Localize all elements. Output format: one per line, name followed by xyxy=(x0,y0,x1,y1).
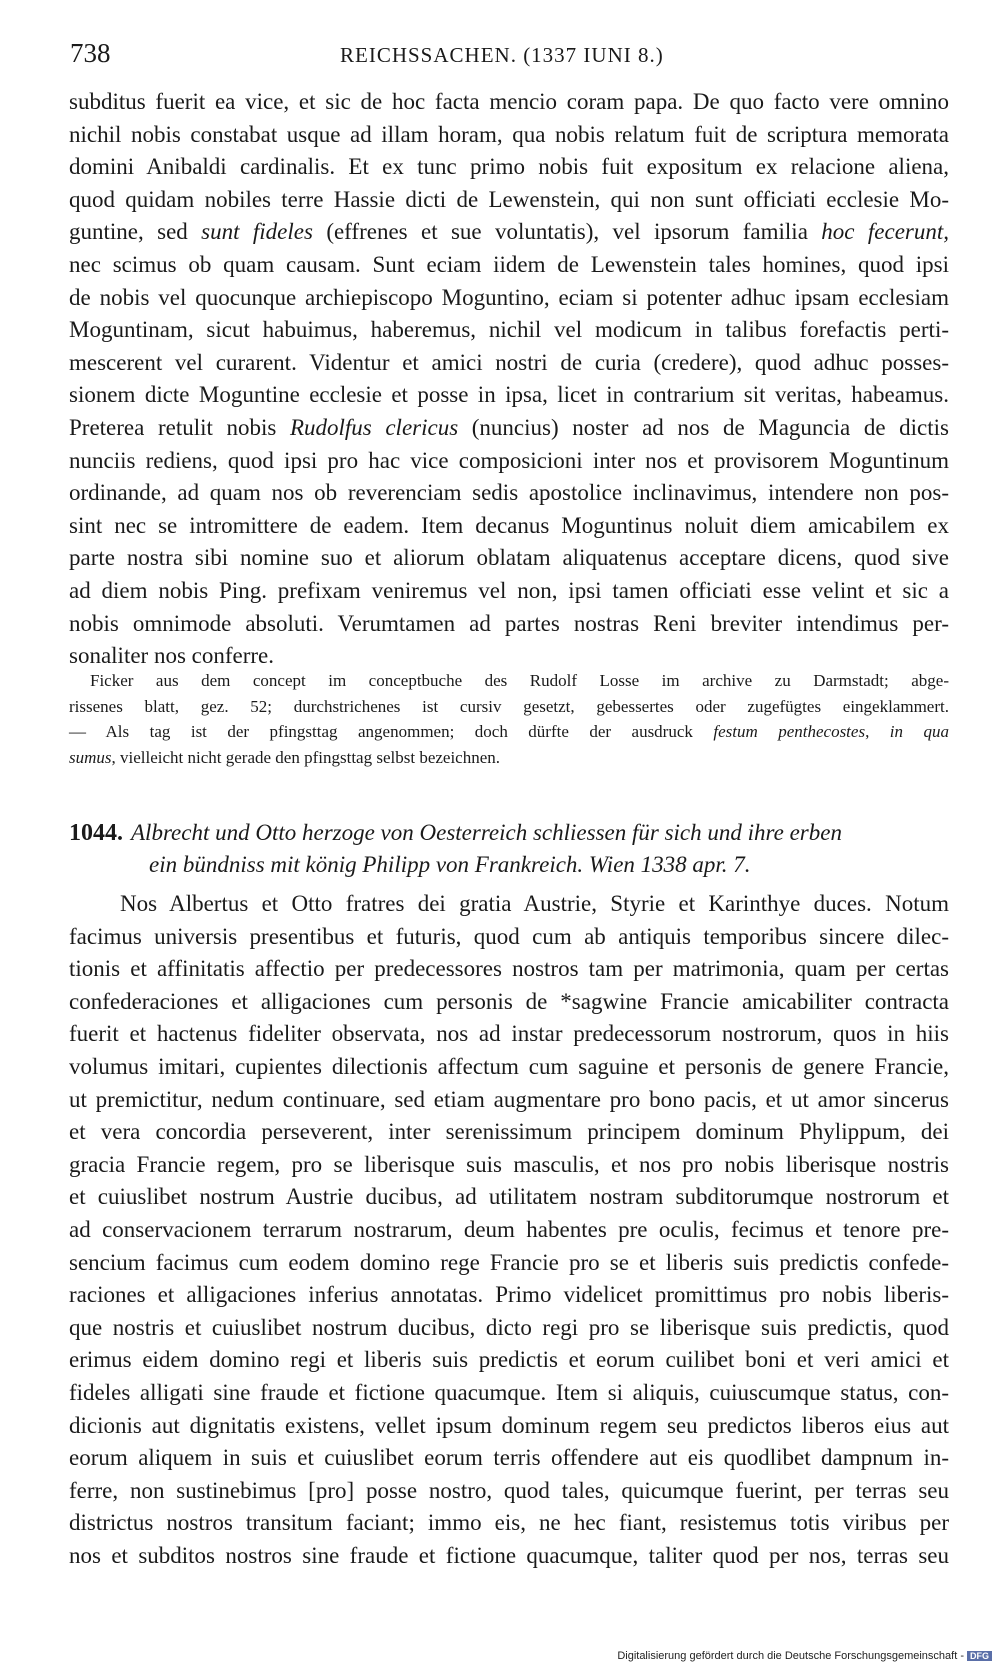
text-line: tionis et affinitatis affectio per predecessores nostros tam per matrimonia, quam per certas xyxy=(69,956,949,982)
note-line: rissenes blatt, gez. 52; durchstrichenes ist cursiv gesetzt, gebessertes oder zugefügtes eingeklammert. xyxy=(69,696,949,716)
running-head xyxy=(70,38,948,78)
struck-text: Rudolfus clericus xyxy=(289,414,459,440)
text-line: raciones et alligaciones inferius annotatas. Primo videlicet promittimus pro nobis liberis- xyxy=(69,1282,949,1308)
note-segment: — Als tag ist der pfingsttag angenommen; doch dürfte der ausdruck xyxy=(69,722,714,741)
struck-text: hoc fecerunt, xyxy=(821,219,949,245)
text-line: subditus fuerit ea vice, et sic de hoc facta mencio coram papa. De quo facto vere omnino xyxy=(69,89,949,114)
text-line: et vera concordia perseverent, inter serenissimum principem dominum Phylippum, dei xyxy=(69,1119,949,1145)
text-line: gracia Francie regem, pro se liberisque suis masculis, et nos pro nobis liberisque nostris xyxy=(69,1151,949,1177)
document-heading xyxy=(69,817,949,881)
funding-footer xyxy=(617,1650,992,1662)
text-line: dicionis aut dignitatis existens, vellet ipsum dominum regem seu predictos liberos eius aut xyxy=(69,1412,949,1438)
text-line: nobis omnimode absoluti. Verumtamen ad partes nostras Reni breviter intendimus per- xyxy=(69,610,949,636)
text-line: quod quidam nobiles terre Hassie dicti de Lewenstein, qui non sunt officiati ecclesie Mo- xyxy=(69,186,949,212)
text-segment: Preterea retulit nobis xyxy=(69,414,290,440)
text-segment: guntine, sed xyxy=(69,219,202,245)
text-line xyxy=(69,412,949,445)
text-line xyxy=(69,216,949,249)
text-line: nec scimus ob quam causam. Sunt eciam iidem de Lewenstein tales homines, quod ipsi xyxy=(69,251,949,277)
text-line: sencium facimus cum eodem domino rege Francie pro se et liberis suis predictis confede- xyxy=(69,1249,949,1275)
text-line: Nos Albertus et Otto fratres dei gratia Austrie, Styrie et Karinthye duces. Notum xyxy=(120,891,949,916)
text-line: parte nostra sibi nomine suo et aliorum oblatam aliquatenus acceptare dicens, quod sive xyxy=(69,545,949,571)
text-line: erimus eidem domino regi et liberis suis predictis et eorum cuilibet boni et veri amici et xyxy=(69,1347,949,1373)
text-line: ferre, non sustinebimus [pro] posse nostro, quod tales, quicumque fuerint, per terras seu xyxy=(69,1477,949,1503)
struck-text: sunt fideles xyxy=(201,219,313,245)
text-segment: (effrenes et sue voluntatis), vel ipsorum familia xyxy=(312,219,822,245)
text-line: nichil nobis constabat usque ad illam horam, qua nobis relatum fuit de scriptura memorata xyxy=(69,121,949,147)
page-number: 738 xyxy=(70,38,111,68)
continued-text xyxy=(69,86,949,673)
funding-text: Digitalisierung gefördert durch die Deutsche Forschungsgemeinschaft - xyxy=(617,1650,964,1662)
document-number: 1044. xyxy=(69,820,123,846)
text-line: que nostris et cuiuslibet nostrum ducibus, dicto regi pro se liberisque suis predictis, quod xyxy=(69,1314,949,1340)
text-segment: (nuncius) noster ad nos de Maguncia de dictis xyxy=(458,414,950,440)
text-line: eorum aliquem in suis et cuiuslibet eorum terris offendere aut eis quodlibet dampnum in- xyxy=(69,1445,949,1471)
text-line: sonaliter nos conferre. xyxy=(69,643,275,669)
text-line: mescerent vel curarent. Videntur et amici nostri de curia (credere), quod adhuc posses- xyxy=(69,349,949,375)
note-italic: festum penthecostes xyxy=(713,722,866,741)
note-line xyxy=(69,745,949,771)
text-line: districtus nostros transitum faciant; immo eis, ne hec fiant, resistemus totis viribus per xyxy=(69,1510,949,1536)
note-line: Ficker aus dem concept im conceptbuche des Rudolf Losse im archive zu Darmstadt; abge- xyxy=(90,671,949,690)
text-line: sionem dicte Moguntine ecclesie et posse in ipsa, licet in contrarium sit veritas, habeamus. xyxy=(69,382,949,408)
text-line: ut premictitur, nedum continuare, sed etiam augmentare pro bono pacis, et ut amor sincerus xyxy=(69,1086,949,1112)
dfg-logo: DFG xyxy=(967,1651,992,1661)
text-line: facimus universis presentibus et futuris, quod cum ab antiquis temporibus sincere dilec- xyxy=(69,923,949,949)
note-italic: sumus xyxy=(69,747,112,767)
text-line: Moguntinam, sicut habuimus, haberemus, nichil vel modicum in talibus forefactis perti- xyxy=(69,317,949,343)
text-line: nos et subditos nostros sine fraude et fictione quacumque, taliter quod per nos, terras seu xyxy=(69,1542,949,1568)
text-line: domini Anibaldi cardinalis. Et ex tunc primo nobis fuit expositum ex relacione aliena, xyxy=(69,154,949,180)
note-segment: , xyxy=(865,722,890,741)
text-line: volumus imitari, cupientes dilectionis affectum cum saguine et personis de genere Francie, xyxy=(69,1053,949,1079)
running-title: REICHSSACHEN. (1337 IUNI 8.) xyxy=(340,43,664,67)
document-text xyxy=(69,888,949,1572)
note-italic: in qua xyxy=(889,722,949,741)
text-line: ordinande, ad quam nos ob reverenciam sedis apostolice inclinavimus, intendere non pos- xyxy=(69,480,949,506)
note-line xyxy=(69,719,949,745)
text-line: sint nec se intromittere de eadem. Item decanus Moguntinus noluit diem amicabilem ex xyxy=(69,512,949,538)
heading-text: Albrecht und Otto herzoge von Oesterreich schliessen für sich und ihre erben xyxy=(131,820,842,845)
text-line: nunciis rediens, quod ipsi pro hac vice composicioni inter nos et provisorem Moguntinum xyxy=(69,447,949,473)
text-line: fideles alligati sine fraude et fictione quacumque. Item si aliquis, cuiuscumque status, con- xyxy=(69,1379,949,1405)
editorial-note xyxy=(69,668,949,770)
text-line: de nobis vel quocunque archiepiscopo Moguntino, eciam si potenter adhuc ipsam ecclesiam xyxy=(69,284,949,310)
note-segment: , vielleicht nicht gerade den pfingsttag selbst bezeichnen. xyxy=(111,747,501,767)
heading-line xyxy=(69,817,949,849)
text-line: fuerit et hactenus fideliter observata, nos ad instar predecessorum nostrorum, quos in hiis xyxy=(69,1021,949,1047)
text-line: confederaciones et alligaciones cum personis de *sagwine Francie amicabiliter contracta xyxy=(69,988,949,1014)
text-line: et cuiuslibet nostrum Austrie ducibus, ad utilitatem nostram subditorumque nostrorum et xyxy=(69,1184,949,1210)
text-line: ad conservacionem terrarum nostrarum, deum habentes pre oculis, fecimus et tenore pre- xyxy=(69,1216,949,1242)
heading-line: ein bündniss mit könig Philipp von Frankreich. Wien 1338 apr. 7. xyxy=(149,852,751,877)
text-line: ad diem nobis Ping. prefixam veniremus vel non, ipsi tamen officiati esse velint et sic a xyxy=(69,577,949,603)
